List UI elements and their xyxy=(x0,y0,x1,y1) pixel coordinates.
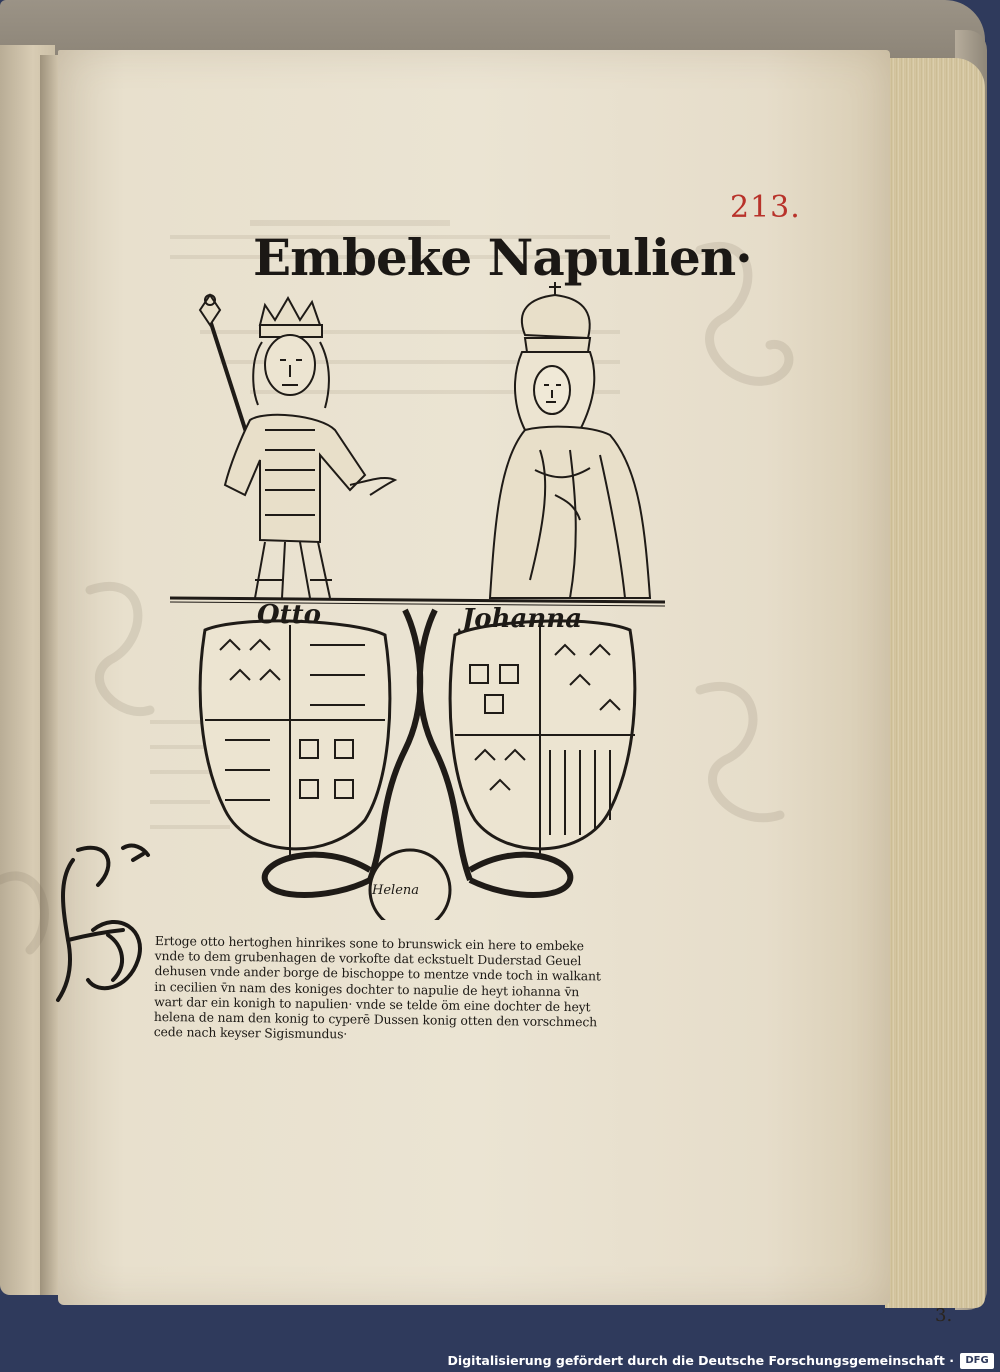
signature-mark: 3. xyxy=(935,1305,953,1326)
body-line: wart dar ein konigh to napulien· vnde se telde öm eine dochter de heyt xyxy=(154,993,591,1015)
body-line: cede nach keyser Sigismundus· xyxy=(153,1024,348,1042)
body-line: in cecilien v̄n nam des koniges dochter to napulie de heyt iohanna v̄n xyxy=(154,978,580,999)
footer-bar xyxy=(0,1350,1000,1372)
body-text xyxy=(154,933,665,1046)
body-line: helena de nam den konig to cyperē Dussen konig otten den vorschmech xyxy=(153,1009,598,1030)
body-line: Ertoge otto hertoghen hinrikes sone to brunswick ein here to embeke xyxy=(154,933,584,954)
shield-johanna xyxy=(450,621,635,855)
body-line: dehusen vnde ander borge de bischoppe to mentze vnde toch in walkant xyxy=(154,963,601,984)
queen-johanna-figure xyxy=(490,282,650,598)
label-johanna: Johanna xyxy=(462,604,583,634)
king-otto-figure xyxy=(200,295,395,598)
body-line: vnde to dem grubenhagen de vorkofte dat eckstuelt Duderstad Geuel xyxy=(154,948,582,969)
label-helena: Helena xyxy=(372,883,420,898)
woodcut-illustration xyxy=(170,280,670,920)
folio-number: 213. xyxy=(730,190,801,225)
funding-credit: Digitalisierung gefördert durch die Deutsche Forschungsgemeinschaft · xyxy=(447,1353,954,1368)
shield-otto xyxy=(200,621,390,855)
label-otto: Otto xyxy=(257,600,322,630)
dfg-logo: DFG xyxy=(960,1353,994,1369)
decorated-initial-h xyxy=(48,840,158,1010)
page-heading: Embeke Napulien· xyxy=(253,228,752,287)
